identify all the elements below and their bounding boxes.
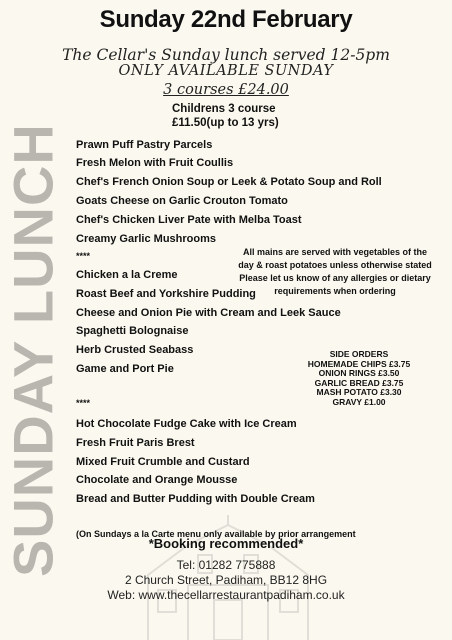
course-separator: **** xyxy=(76,398,91,408)
dessert-item: Hot Chocolate Fudge Cake with Ice Cream xyxy=(76,418,297,430)
adult-price: 3 courses £24.00 xyxy=(163,82,289,98)
dessert-item: Mixed Fruit Crumble and Custard xyxy=(76,456,250,468)
starter-item: Creamy Garlic Mushrooms xyxy=(76,233,216,245)
starter-item: Chef's French Onion Soup or Leek & Potato Soup and Roll xyxy=(76,176,382,188)
mains-note-line: requirements when ordering xyxy=(274,286,396,296)
side-order-item: GRAVY £1.00 xyxy=(332,396,386,407)
childrens-line-1: Childrens 3 course xyxy=(172,103,276,115)
main-item: Spaghetti Bolognaise xyxy=(76,325,189,337)
booking-recommended: *Booking recommended* xyxy=(148,536,304,551)
starter-item: Chef's Chicken Liver Pate with Melba Toast xyxy=(76,214,302,226)
address: 2 Church Street, Padiham, BB12 8HG xyxy=(124,573,328,587)
childrens-line-2: £11.50(up to 13 yrs) xyxy=(172,117,279,129)
telephone: Tel: 01282 775888 xyxy=(176,558,276,572)
side-order-item: GARLIC BREAD £3.75 xyxy=(314,377,404,388)
side-order-item: HOMEMADE CHIPS £3.75 xyxy=(307,358,411,369)
side-order-item: MASH POTATO £3.30 xyxy=(316,387,402,397)
availability-note: ONLY AVAILABLE SUNDAY xyxy=(118,63,334,79)
main-item: Cheese and Onion Pie with Cream and Leek Sauce xyxy=(76,307,341,319)
main-item: Herb Crusted Seabass xyxy=(76,344,194,356)
side-orders xyxy=(300,350,418,407)
side-order-item: ONION RINGS £3.50 xyxy=(318,368,400,378)
main-item: Chicken a la Creme xyxy=(76,269,178,281)
page-title: Sunday 22nd February xyxy=(99,6,353,33)
a-la-carte-note: (On Sundays a la Carte menu only available by prior arrangement xyxy=(76,529,356,539)
childrens-price xyxy=(172,102,279,130)
starter-item: Goats Cheese on Garlic Crouton Tomato xyxy=(76,195,288,207)
main-item: Game and Port Pie xyxy=(76,363,174,375)
website: Web: www.thecellarrestaurantpadiham.co.uk xyxy=(107,588,345,602)
dessert-item: Bread and Butter Pudding with Double Cream xyxy=(76,493,315,505)
mains-note xyxy=(226,246,444,298)
dessert-item: Fresh Fruit Paris Brest xyxy=(76,437,195,449)
course-separator: **** xyxy=(76,251,91,261)
main-item: Roast Beef and Yorkshire Pudding xyxy=(76,288,256,300)
starter-item: Prawn Puff Pastry Parcels xyxy=(76,139,213,151)
mains-note-line: All mains are served with vegetables of the xyxy=(242,247,428,257)
mains-note-line: Please let us know of any allergies or dietary xyxy=(239,273,431,283)
service-hours: The Cellar's Sunday lunch served 12-5pm xyxy=(62,46,390,64)
sunday-lunch-banner: SUNDAY LUNCH xyxy=(1,123,65,577)
starter-item: Fresh Melon with Fruit Coullis xyxy=(76,157,234,169)
mains-note-line: day & roast potatoes unless otherwise stated xyxy=(238,260,432,270)
dessert-item: Chocolate and Orange Mousse xyxy=(76,474,238,486)
side-orders-heading: SIDE ORDERS xyxy=(329,349,389,359)
